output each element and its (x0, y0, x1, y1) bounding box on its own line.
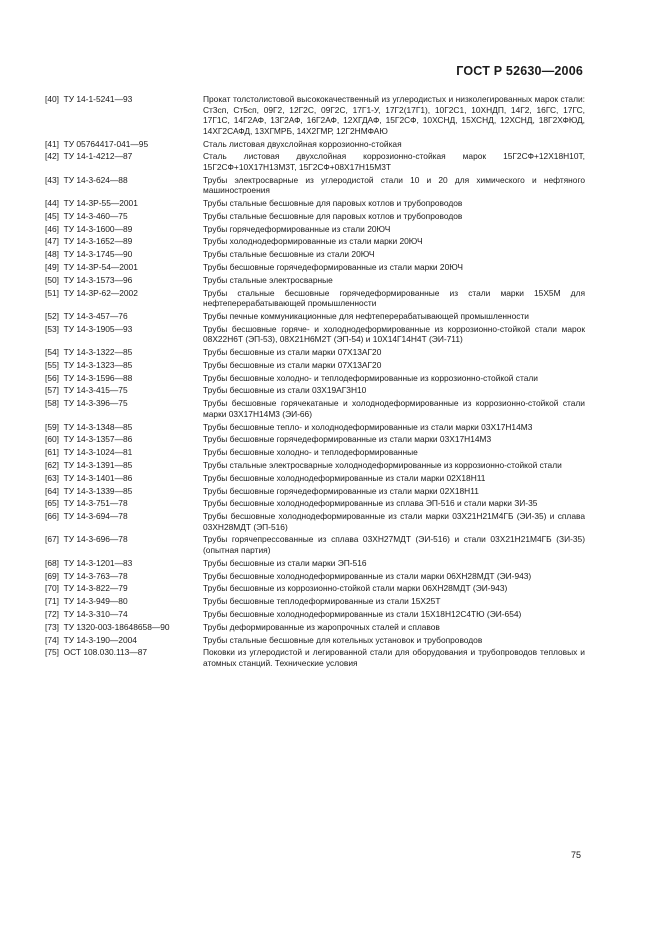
reference-item (45, 249, 585, 260)
reference-description: Трубы бесшовные горячедеформированные из стали марки 03Х17Н14М3 (203, 434, 492, 445)
reference-document-code: ТУ 14-3-751—78 (63, 498, 128, 509)
reference-document-code: ТУ 14-3Р-62—2002 (63, 287, 138, 298)
reference-description: Трубы бесшовные из стали марки 07Х13АГ20 (203, 347, 382, 358)
reference-description: Трубы бесшовные горячекатаные и холоднодеформированные из коррозионно-стойкой стали марки 03Х17Н14М3 (ЭИ-66) (203, 398, 585, 419)
reference-item (45, 139, 585, 150)
reference-number: [61] (45, 447, 59, 458)
reference-description: Сталь листовая двухслойная коррозионно-стойкая марок 15Г2СФ+12Х18Н10Т, 15Г2СФ+10Х17Н13М3Т, 15Г2СФ+08Х17Н15М3Т (203, 151, 585, 172)
reference-item (45, 288, 585, 309)
reference-number: [75] (45, 647, 59, 658)
reference-document-code: ТУ 14-3Р-54—2001 (63, 262, 138, 272)
reference-document-code: ТУ 05764417-041—95 (63, 138, 149, 149)
reference-code (45, 473, 203, 484)
reference-code (45, 373, 203, 384)
reference-description: Трубы бесшовные холоднодеформированные из стали марки 03Х21Н21М4ГБ (ЭИ-35) и сплава 03ХН28МДТ (ЭП-516) (203, 511, 585, 532)
reference-code (45, 275, 203, 286)
reference-description: Трубы стальные бесшовные для котельных установок и трубопроводов (203, 634, 483, 645)
reference-document-code: ТУ 14-1-5241—93 (63, 94, 133, 104)
reference-number: [68] (45, 557, 59, 568)
reference-document-code: ТУ 14-3-1323—85 (63, 359, 133, 370)
reference-number: [45] (45, 210, 59, 221)
reference-document-code: ТУ 14-3-822—79 (63, 583, 128, 594)
reference-code (45, 622, 203, 633)
reference-code (45, 175, 203, 186)
reference-code (45, 198, 203, 209)
reference-code (45, 398, 203, 409)
reference-description: Трубы бесшовные холоднодеформированные из стали марки 06ХН28МДТ (ЭИ-943) (203, 570, 532, 581)
reference-document-code: ТУ 14-3-1652—89 (63, 236, 133, 247)
reference-document-code: ТУ 14-3-1024—81 (63, 447, 133, 458)
page-number: 75 (570, 850, 581, 860)
reference-description: Трубы электросварные из углеродистой стали 10 и 20 для химического и нефтяного машиностроения (203, 174, 585, 196)
reference-description: Трубы бесшовные холодно- и теплодеформированные из коррозионно-стойкой стали (203, 372, 538, 383)
reference-number: [57] (45, 385, 59, 396)
reference-item (45, 94, 585, 136)
reference-number: [72] (45, 608, 59, 619)
reference-item (45, 398, 585, 419)
reference-description: Трубы холоднодеформированные из стали марки 20ЮЧ (203, 236, 423, 247)
reference-document-code: ТУ 14-3-396—75 (63, 398, 128, 409)
reference-number: [69] (45, 570, 59, 581)
reference-item (45, 473, 585, 484)
reference-code (45, 447, 203, 458)
reference-number: [49] (45, 262, 59, 272)
reference-item (45, 511, 585, 532)
reference-document-code: ТУ 14-3-1600—89 (63, 223, 133, 234)
reference-description: Прокат толстолистовой высококачественный из углеродистых и низколегированных марок стали: Ст3сп, Ст5сп, 09Г2, 12Г2С, 09Г2С, 17Г1-У, 17Г2(17Г1), 10Г2С1, 10ХНДП, 14Г2, 16ГС, 17ГС, 17Г1С, 14Г2АФ, 13Г2АФ, 16Г2АФ, 12ХГДАФ, 15Г2СФ, 10ХСНД, 15ХСНД, 12ХСНД, 18Г2ХФЮД, 14ХГ2САФД, 13ХГМРБ, 14Х2ГМР, 12Г2НМФАЮ (203, 94, 585, 136)
reference-item (45, 311, 585, 322)
reference-item (45, 596, 585, 607)
reference-number: [63] (45, 472, 59, 483)
reference-document-code: ТУ 14-3-1905—93 (63, 323, 133, 334)
reference-number: [55] (45, 359, 59, 370)
reference-item (45, 486, 585, 497)
reference-list (45, 94, 585, 671)
reference-number: [44] (45, 198, 59, 209)
reference-document-code: ТУ 14-3-457—76 (63, 310, 128, 321)
reference-number: [50] (45, 274, 59, 285)
reference-description: Трубы бесшовные теплодеформированные из стали 15Х25Т (203, 596, 441, 607)
reference-document-code: ТУ 14-3-1401—86 (63, 472, 133, 483)
reference-code (45, 534, 203, 545)
reference-number: [66] (45, 511, 59, 522)
reference-description: Трубы бесшовные из стали марки ЭП-516 (203, 557, 367, 568)
reference-description: Трубы бесшовные горячедеформированные из стали марки 20ЮЧ (203, 262, 464, 272)
reference-item (45, 151, 585, 172)
reference-document-code: ТУ 14-3-1322—85 (63, 347, 133, 358)
reference-document-code: ТУ 14-3-310—74 (63, 608, 128, 619)
reference-code (45, 211, 203, 222)
reference-document-code: ТУ 14-3-1573—96 (63, 274, 133, 285)
reference-document-code: ТУ 14-3-1339—85 (63, 485, 133, 496)
reference-item (45, 558, 585, 569)
reference-item (45, 385, 585, 396)
reference-item (45, 583, 585, 594)
reference-item (45, 373, 585, 384)
reference-number: [59] (45, 421, 59, 432)
reference-description: Трубы бесшовные из стали 03Х19АГ3Н10 (203, 385, 367, 396)
reference-number: [62] (45, 459, 59, 470)
reference-code (45, 609, 203, 620)
reference-description: Трубы бесшовные горяче- и холоднодеформированные из коррозионно-стойкой стали марок 08Х22Н6Т (ЭП-53), 08Х21Н6М2Т (ЭП-54) и 10Х14Г14Н4Т (ЭИ-711) (203, 323, 585, 345)
reference-number: [46] (45, 223, 59, 234)
reference-number: [73] (45, 621, 59, 632)
reference-code (45, 224, 203, 235)
reference-description: Трубы стальные бесшовные из стали 20ЮЧ (203, 249, 375, 260)
reference-code (45, 635, 203, 646)
reference-code (45, 385, 203, 396)
reference-code (45, 139, 203, 150)
reference-code (45, 460, 203, 471)
reference-number: [64] (45, 485, 59, 496)
reference-description: Трубы бесшовные из стали марки 07Х13АГ20 (203, 359, 382, 370)
reference-number: [40] (45, 94, 59, 104)
reference-code (45, 596, 203, 607)
reference-number: [53] (45, 323, 59, 334)
reference-description: Трубы стальные электросварные (203, 274, 333, 285)
reference-description: Трубы горячедеформированные из стали 20ЮЧ (203, 223, 391, 234)
reference-code (45, 288, 203, 299)
reference-item (45, 609, 585, 620)
reference-item (45, 262, 585, 273)
reference-item (45, 434, 585, 445)
reference-number: [48] (45, 249, 59, 260)
reference-description: Трубы бесшовные из коррозионно-стойкой стали марки 06ХН28МДТ (ЭИ-943) (203, 583, 508, 594)
reference-number: [67] (45, 534, 59, 545)
reference-description: Трубы бесшовные тепло- и холоднодеформированные из стали марки 03Х17Н14М3 (203, 421, 533, 432)
reference-code (45, 498, 203, 509)
reference-code (45, 486, 203, 497)
reference-item (45, 534, 585, 555)
reference-item (45, 635, 585, 646)
reference-number: [65] (45, 498, 59, 509)
reference-number: [60] (45, 434, 59, 445)
reference-description: Трубы бесшовные горячедеформированные из стали марки 02Х18Н11 (203, 485, 479, 496)
reference-description: Трубы деформированные из жаропрочных сталей и сплавов (203, 621, 440, 632)
reference-document-code: ТУ 14-3-1348—85 (63, 421, 133, 432)
reference-item (45, 211, 585, 222)
reference-item (45, 236, 585, 247)
reference-description: Трубы бесшовные холодно- и теплодеформированные (203, 447, 418, 458)
reference-code (45, 434, 203, 445)
reference-number: [54] (45, 347, 59, 358)
reference-code (45, 571, 203, 582)
reference-code (45, 360, 203, 371)
reference-document-code: ТУ 14-3-696—78 (63, 534, 128, 545)
reference-description: Трубы стальные электросварные холоднодеформированные из коррозионно-стойкой стали (203, 459, 562, 470)
reference-item (45, 622, 585, 633)
reference-number: [51] (45, 287, 59, 298)
reference-number: [70] (45, 583, 59, 594)
reference-description: Сталь листовая двухслойная коррозионно-стойкая (203, 138, 402, 149)
reference-code (45, 347, 203, 358)
reference-document-code: ТУ 14-3-190—2004 (63, 634, 137, 645)
reference-item (45, 275, 585, 286)
reference-description: Трубы стальные бесшовные горячедеформированные из стали марки 15Х5М для нефтеперерабатывающей промышленности (203, 287, 585, 309)
reference-item (45, 498, 585, 509)
reference-description: Трубы горячепрессованные из сплава 03ХН27МДТ (ЭИ-516) и стали 03Х21Н21М4ГБ (ЗИ-35) (опытная партия) (203, 534, 585, 556)
reference-item (45, 647, 585, 668)
reference-document-code: ТУ 14-3-1357—86 (63, 434, 133, 445)
reference-number: [47] (45, 236, 59, 247)
reference-description: Трубы стальные бесшовные для паровых котлов и трубопроводов (203, 210, 463, 221)
reference-item (45, 198, 585, 209)
reference-number: [74] (45, 634, 59, 645)
reference-number: [56] (45, 372, 59, 383)
reference-code (45, 583, 203, 594)
reference-document-code: ТУ 14-3-763—78 (63, 570, 128, 581)
reference-document-code: ТУ 14-3-415—75 (63, 385, 128, 396)
reference-number: [43] (45, 174, 59, 185)
reference-document-code: ТУ 14-3-624—88 (63, 174, 128, 185)
reference-code (45, 558, 203, 569)
reference-description: Поковки из углеродистой и легированной стали для оборудования и трубопроводов тепловых и атомных станций. Технические условия (203, 647, 585, 668)
reference-code (45, 94, 203, 105)
reference-description: Трубы печные коммуникационные для нефтеперерабатывающей промышленности (203, 310, 529, 321)
reference-code (45, 236, 203, 247)
reference-document-code: ТУ 14-1-4212—87 (63, 151, 133, 162)
reference-code (45, 511, 203, 522)
reference-number: [71] (45, 596, 59, 607)
reference-document-code: ТУ 14-3Р-55—2001 (63, 198, 138, 209)
reference-description: Трубы бесшовные холоднодеформированные из сплава ЭП-516 и стали марки ЗИ-35 (203, 498, 538, 509)
reference-code (45, 262, 203, 273)
reference-document-code: ТУ 14-3-1201—83 (63, 557, 133, 568)
reference-code (45, 249, 203, 260)
reference-document-code: ТУ 14-3-1391—85 (63, 459, 133, 470)
reference-code (45, 324, 203, 335)
reference-description: Трубы стальные бесшовные для паровых котлов и трубопроводов (203, 198, 463, 209)
reference-number: [42] (45, 151, 59, 162)
reference-item (45, 571, 585, 582)
reference-description: Трубы бесшовные холоднодеформированные из стали марки 02Х18Н11 (203, 472, 486, 483)
reference-code (45, 311, 203, 322)
document-header: ГОСТ Р 52630—2006 (456, 64, 583, 78)
reference-item (45, 460, 585, 471)
reference-number: [41] (45, 138, 59, 149)
reference-document-code: ТУ 14-3-1596—88 (63, 372, 133, 383)
reference-item (45, 224, 585, 235)
reference-code (45, 422, 203, 433)
reference-document-code: ТУ 1320-003-18648658—90 (63, 621, 170, 632)
reference-description: Трубы бесшовные холоднодеформированные из стали 15Х18Н12С4ТЮ (ЭИ-654) (203, 608, 522, 619)
reference-document-code: ТУ 14-3-694—78 (63, 511, 128, 522)
reference-item (45, 175, 585, 196)
reference-item (45, 447, 585, 458)
reference-document-code: ТУ 14-3-949—80 (63, 596, 128, 607)
reference-item (45, 422, 585, 433)
reference-item (45, 324, 585, 345)
reference-document-code: ОСТ 108.030.113—87 (63, 647, 148, 658)
reference-item (45, 360, 585, 371)
reference-code (45, 647, 203, 658)
reference-number: [58] (45, 398, 59, 409)
reference-code (45, 151, 203, 162)
reference-item (45, 347, 585, 358)
reference-document-code: ТУ 14-3-1745—90 (63, 249, 133, 260)
reference-number: [52] (45, 310, 59, 321)
reference-document-code: ТУ 14-3-460—75 (63, 210, 128, 221)
